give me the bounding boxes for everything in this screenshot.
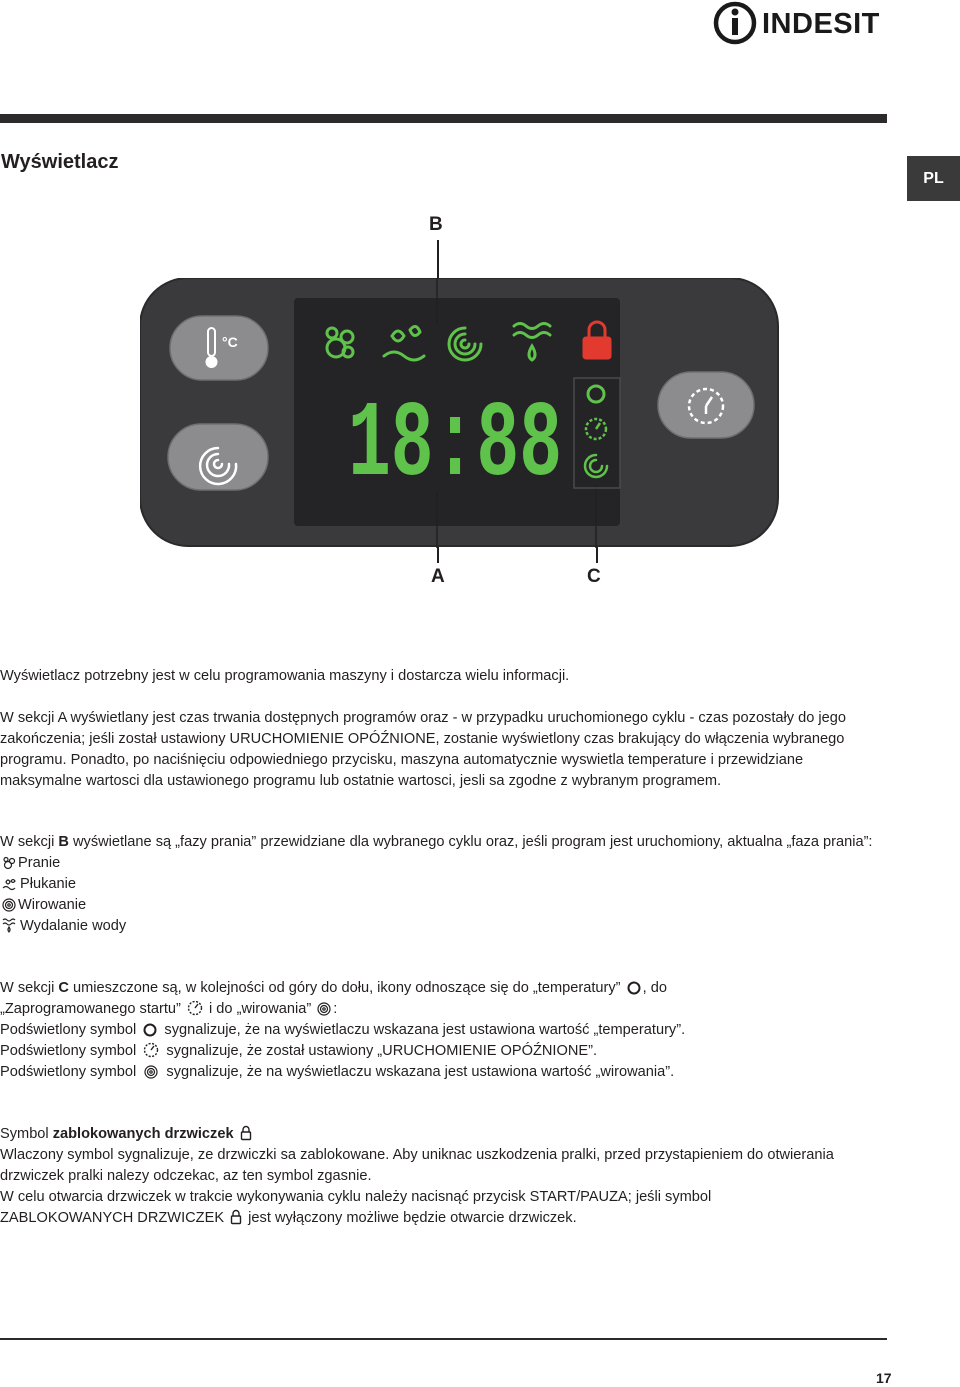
header-rule bbox=[0, 114, 887, 123]
delay-start-button[interactable] bbox=[658, 372, 754, 438]
brand-name: INDESIT bbox=[762, 8, 880, 40]
spin-icon bbox=[142, 1065, 160, 1079]
section-b-letter: B bbox=[58, 834, 69, 850]
phase-drain: Wydalanie wody bbox=[0, 916, 882, 937]
indesit-logo bbox=[712, 0, 892, 46]
section-b-post: wyświetlane są „fazy prania” przewidziane dla wybranego cyklu oraz, jeśli program jest uruchomiony, aktualna „faza prania”: bbox=[68, 834, 873, 850]
footer-rule bbox=[0, 1338, 887, 1340]
drain-icon bbox=[2, 918, 18, 933]
delay-start-icon bbox=[187, 1000, 203, 1016]
phase-rinse: Płukanie bbox=[0, 874, 882, 895]
page-number: 17 bbox=[876, 1370, 892, 1386]
door-lock-paragraph: Symbol zablokowanych drzwiczek Wlaczony symbol sygnalizuje, ze drzwiczki sa zablokowane. Aby uniknac uszkodzenia pralki, przed przystapieniem do otwierania drzwiczek pralki nalezy odczekac, az ten symbol zgasnie. W celu otwarcia drzwiczek w trakcie wykonywania cyklu należy nacisnąć przycisk START/PAUZA; jeśli symbol ZABLOKOWANYCH DRZWICZEK jest wyłączony możliwe będzie otwarcie drzwiczek. bbox=[0, 1126, 834, 1226]
spin-icon bbox=[2, 898, 16, 912]
delay-start-icon bbox=[142, 1042, 160, 1058]
phase-spin: Wirowanie bbox=[0, 895, 882, 916]
section-c-letter: C bbox=[58, 980, 69, 996]
section-b-pre: W sekcji bbox=[0, 834, 59, 850]
temperature-circle-icon bbox=[142, 1023, 158, 1037]
lock-icon bbox=[230, 1209, 242, 1225]
phase-wash: Pranie bbox=[0, 853, 882, 874]
intro-paragraph bbox=[0, 666, 900, 687]
temperature-button[interactable] bbox=[170, 316, 268, 380]
label-b: B bbox=[429, 214, 443, 235]
wash-icon bbox=[2, 856, 16, 870]
section-c-paragraph: W sekcji C umieszczone są, w kolejności od góry do dołu, ikony odnoszące się do „temperatury” , do „Zaprogramowanego startu” i do „wirowania” : Podświetlony symbol sygnalizuje, że na wyświetlaczu wskazana jest ustawiona wartość „temperatury”. Podświetlony symbol sygnalizuje, że został ustawiony „URUCHOMIENIE OPÓŹNIONE”. Podświetlony symbol sygnalizuje, że na wyświetlaczu wskazana jest ustawiona wartość „wirowania”. bbox=[0, 980, 686, 1080]
intro-text: Wyświetlacz potrzebny jest w celu programowania maszyny i dostarcza wielu informacji. bbox=[0, 668, 570, 684]
indesit-logo-mark bbox=[712, 0, 758, 46]
spin-button[interactable] bbox=[168, 424, 268, 490]
section-a-text: W sekcji A wyświetlany jest czas trwania dostępnych programów oraz - w przypadku uruchomionego cyklu - czas pozostały do jego zakończenia; jeśli został ustawiony URUCHOMIENIE OPÓŹNIONE, zostanie wyświetlony czas brakujący do włączenia wybranego programu. Ponadto, po naciśnięciu odpowiedniego przycisku, maszyna automatycznie wyswietla temperature i przewidziane maksymalne wartosci dla ustawionego programu lub ostatnie wartosci, jesli sa zgodne z wybranym programem. bbox=[0, 710, 847, 789]
language-tab: PL bbox=[907, 156, 960, 201]
control-panel bbox=[140, 278, 780, 548]
time-display: 18:88 bbox=[348, 385, 562, 507]
label-a: A bbox=[431, 566, 445, 587]
lock-heading: zablokowanych drzwiczek bbox=[52, 1126, 234, 1142]
spin-icon bbox=[317, 1002, 331, 1016]
section-a-paragraph bbox=[0, 708, 882, 792]
temp-unit: °C bbox=[222, 334, 238, 350]
rinse-icon bbox=[2, 877, 18, 891]
lock-icon bbox=[240, 1125, 252, 1141]
page-title: Wyświetlacz bbox=[1, 151, 119, 173]
section-b-paragraph bbox=[0, 832, 882, 937]
label-c: C bbox=[587, 566, 601, 587]
temperature-circle-icon bbox=[627, 981, 641, 995]
